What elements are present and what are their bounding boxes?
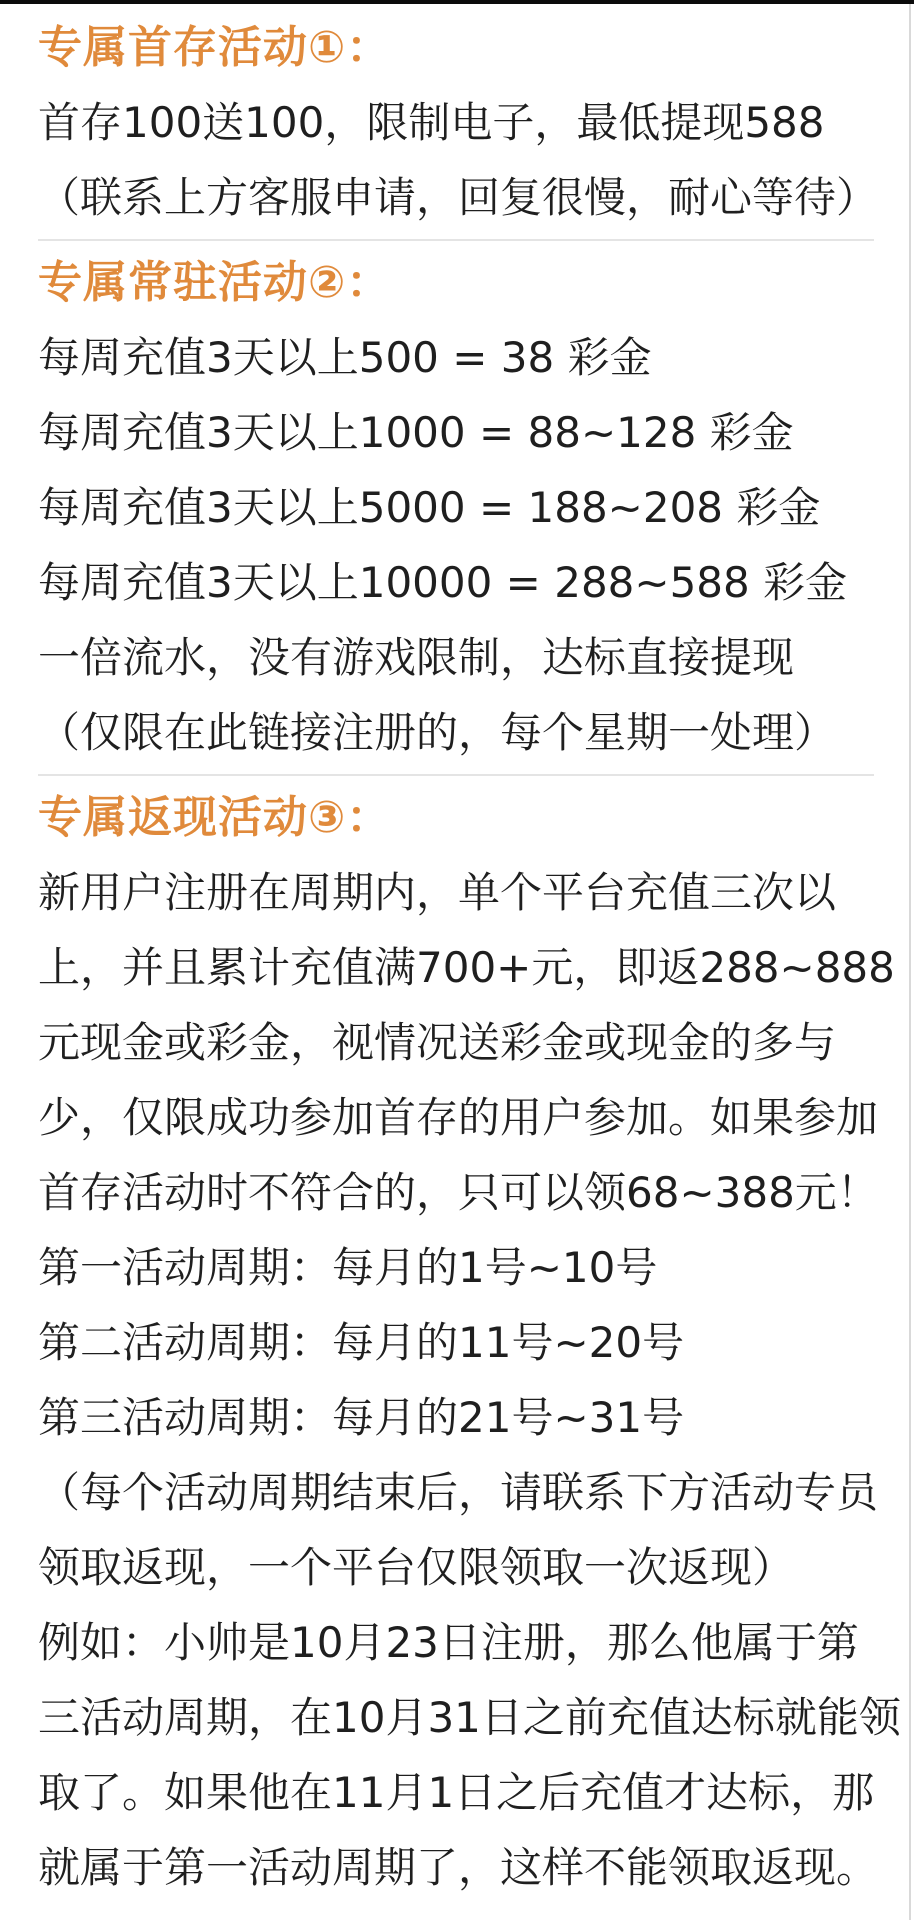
text-line: 第一活动周期：每月的1号~10号 (38, 1243, 658, 1292)
section-cashback (38, 780, 901, 1905)
text-line: 第二活动周期：每月的11号~20号 (38, 1318, 685, 1367)
text-line: （每个活动周期结束后，请联系下方活动专员 (38, 1468, 879, 1517)
text-line: 少，仅限成功参加首存的用户参加。如果参加 (38, 1093, 879, 1142)
text-line: （仅限在此链接注册的，每个星期一处理） (38, 708, 837, 757)
text-line: 第三活动周期：每月的21号~31号 (38, 1393, 685, 1442)
text-line: 首存100送100，限制电子，最低提现588 (38, 98, 825, 147)
section-weekly-recharge-heading: 专属常驻活动②： (38, 257, 392, 308)
text-line: 就属于第一活动周期了，这样不能领取返现。 (38, 1843, 879, 1892)
text-line: 领取返现，一个平台仅限领取一次返现） (38, 1543, 795, 1592)
text-line: 例如：小帅是10月23日注册，那么他属于第 (38, 1618, 859, 1667)
text-line: 三活动周期，在10月31日之前充值达标就能领 (38, 1693, 901, 1742)
text-line: 新用户注册在周期内，单个平台充值三次以 (38, 868, 837, 917)
section-divider (38, 774, 874, 776)
text-line: 上，并且累计充值满700+元，即返288~888 (38, 943, 895, 992)
section-weekly-recharge (38, 245, 874, 770)
section-first-deposit-heading: 专属首存活动①： (38, 22, 392, 73)
promo-document (0, 4, 914, 1905)
section-divider (38, 239, 874, 241)
section-first-deposit (38, 10, 879, 235)
text-line: 每周充值3天以上1000 = 88~128 彩金 (38, 408, 794, 457)
text-line: 一倍流水，没有游戏限制，达标直接提现 (38, 633, 795, 682)
text-line: 元现金或彩金，视情况送彩金或现金的多与 (38, 1018, 837, 1067)
text-line: 每周充值3天以上5000 = 188~208 彩金 (38, 483, 821, 532)
text-line: （联系上方客服申请，回复很慢，耐心等待） (38, 173, 879, 222)
text-line: 每周充值3天以上10000 = 288~588 彩金 (38, 558, 848, 607)
text-line: 每周充值3天以上500 = 38 彩金 (38, 333, 652, 382)
text-line: 首存活动时不符合的，只可以领68~388元！ (38, 1168, 879, 1217)
right-edge-line (909, 4, 911, 1920)
text-line: 取了。如果他在11月1日之后充值才达标，那 (38, 1768, 875, 1817)
section-cashback-heading: 专属返现活动③： (38, 792, 392, 843)
